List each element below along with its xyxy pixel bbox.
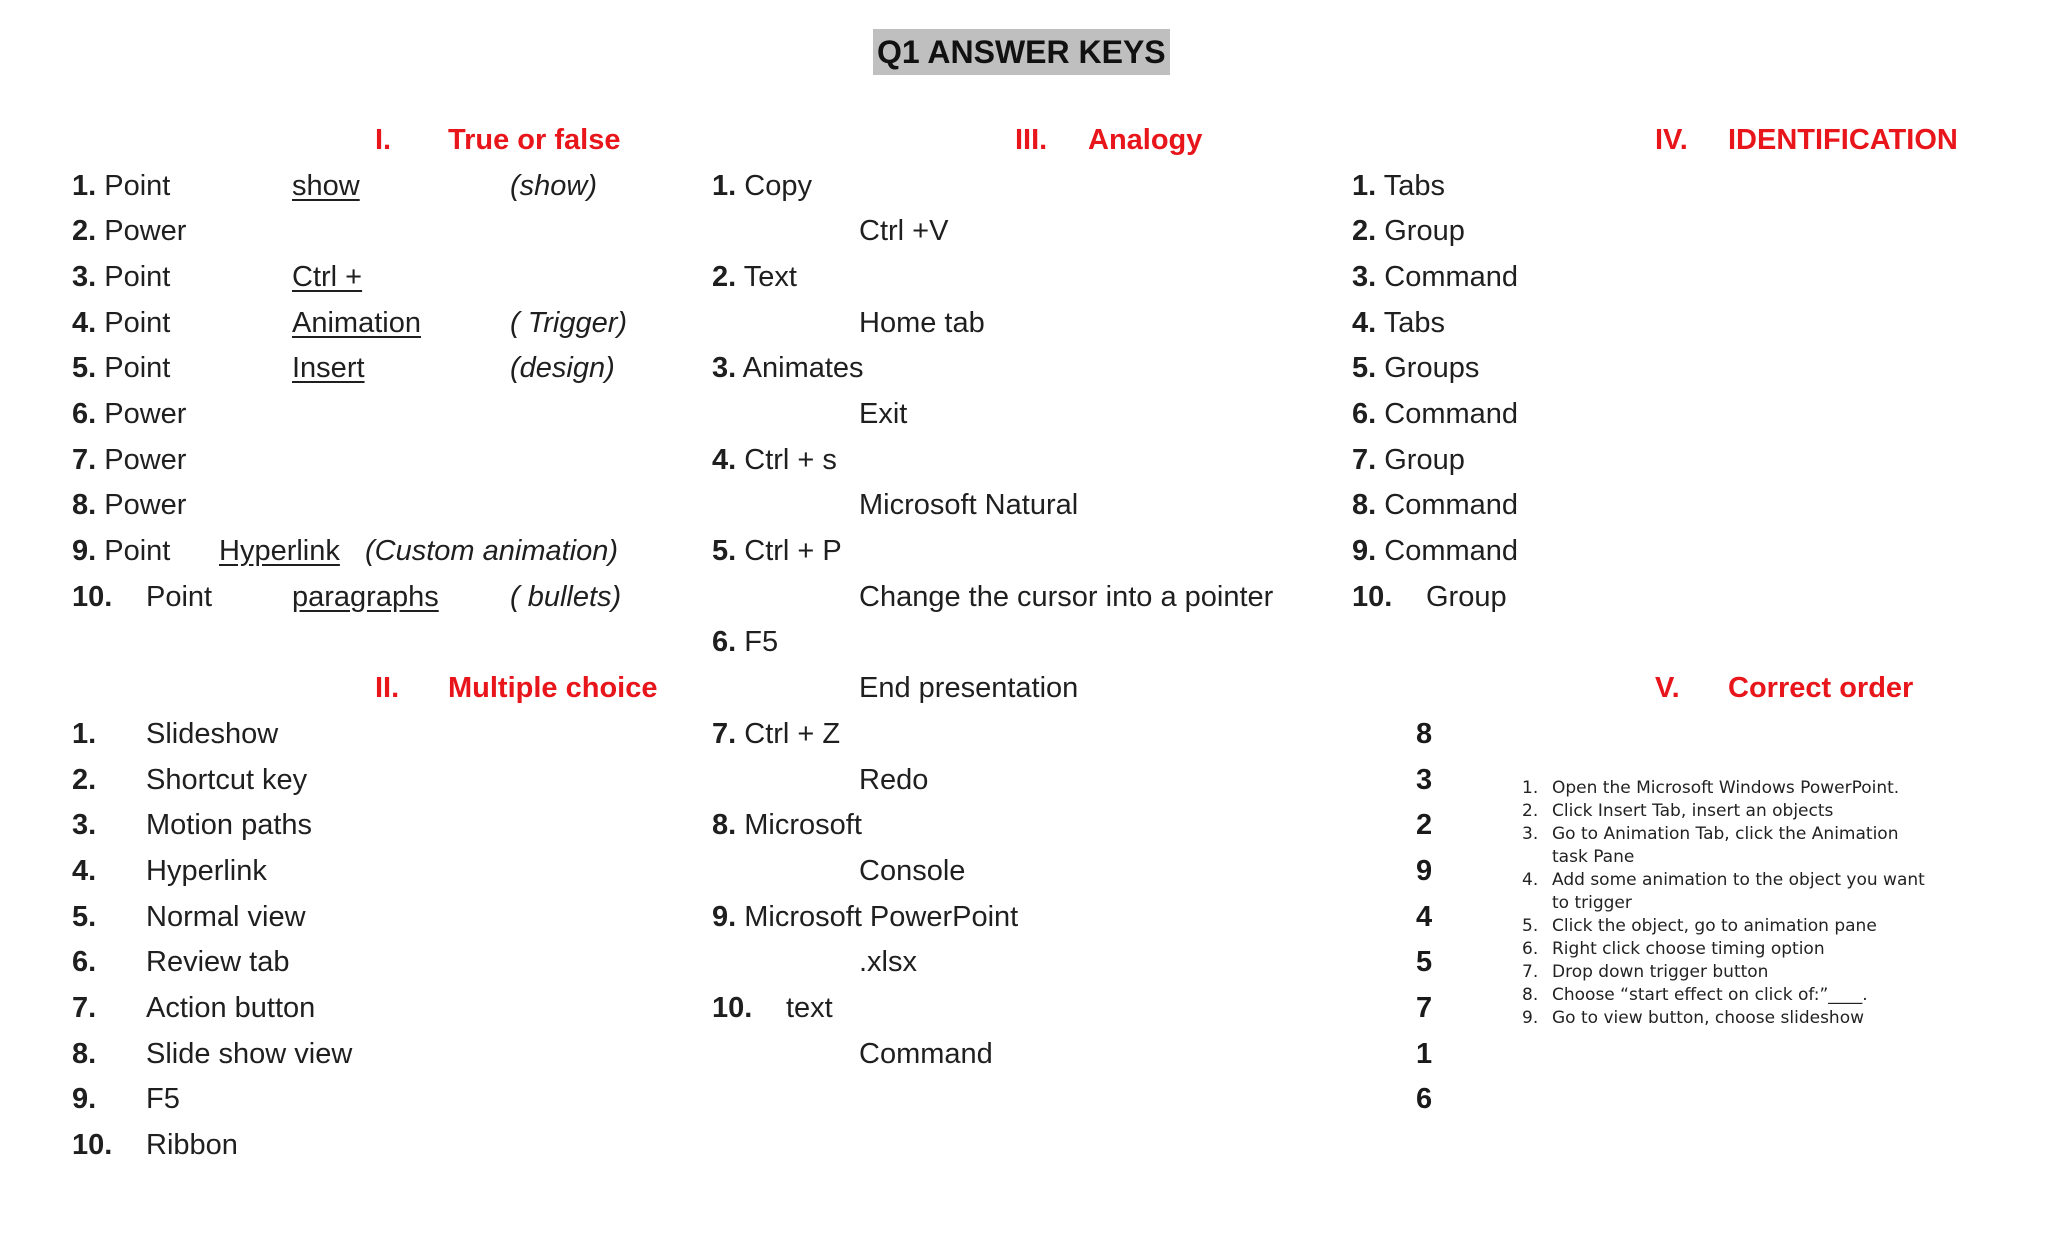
identification-number: 10.: [1352, 581, 1393, 613]
identification-text: Group: [1426, 581, 1507, 613]
analogy-answer: Redo: [859, 764, 929, 796]
tf-row-number: 10.: [72, 581, 113, 613]
section1-heading: True or false: [448, 124, 621, 156]
tf-answer: Hyperlink: [219, 535, 340, 567]
section2-heading: Multiple choice: [448, 672, 658, 704]
step-item: 6. Right click choose timing option: [1522, 939, 1825, 959]
mc-number: 8.: [72, 1038, 97, 1070]
tf-row: 6. Power: [72, 398, 187, 430]
order-answer: 8: [1416, 718, 1433, 750]
mc-number: 3.: [72, 809, 97, 841]
mc-number: 6.: [72, 946, 97, 978]
analogy-item-text: text: [786, 992, 833, 1024]
analogy-answer: End presentation: [859, 672, 1079, 704]
step-item: 8. Choose “start effect on click of:”____.: [1522, 985, 1868, 1005]
analogy-item: 5. Ctrl + P: [712, 535, 842, 567]
order-answer: 6: [1416, 1083, 1433, 1115]
analogy-item: 1. Copy: [712, 170, 812, 202]
analogy-item: 3. Animates: [712, 352, 864, 384]
tf-row: 9. Point: [72, 535, 171, 567]
order-answer: 9: [1416, 855, 1433, 887]
analogy-item: 9. Microsoft PowerPoint: [712, 901, 1019, 933]
mc-answer: Hyperlink: [146, 855, 267, 887]
tf-note: ( Trigger): [510, 307, 628, 339]
order-answer: 2: [1416, 809, 1433, 841]
section2-roman: II.: [375, 672, 400, 704]
analogy-answer: Home tab: [859, 307, 985, 339]
tf-answer: Animation: [292, 307, 421, 339]
mc-number: 4.: [72, 855, 97, 887]
identification-item: 9. Command: [1352, 535, 1519, 567]
step-item: 2. Click Insert Tab, insert an objects: [1522, 801, 1834, 821]
mc-answer: Shortcut key: [146, 764, 308, 796]
identification-item: 4. Tabs: [1352, 307, 1445, 339]
analogy-item: 7. Ctrl + Z: [712, 718, 841, 750]
tf-note: (Custom animation): [365, 535, 619, 567]
tf-row: 1. Point: [72, 170, 171, 202]
analogy-item: 4. Ctrl + s: [712, 444, 837, 476]
mc-answer: Ribbon: [146, 1129, 238, 1161]
mc-answer: Slide show view: [146, 1038, 353, 1070]
analogy-answer: Ctrl +V: [859, 215, 949, 247]
step-item: 7. Drop down trigger button: [1522, 962, 1769, 982]
mc-answer: Slideshow: [146, 718, 279, 750]
analogy-answer: .xlsx: [859, 946, 917, 978]
tf-row: 3. Point: [72, 261, 171, 293]
mc-number: 10.: [72, 1129, 113, 1161]
analogy-answer: Microsoft Natural: [859, 489, 1079, 521]
analogy-item: 8. Microsoft: [712, 809, 862, 841]
identification-item: 8. Command: [1352, 489, 1519, 521]
identification-item: 7. Group: [1352, 444, 1465, 476]
mc-number: 5.: [72, 901, 97, 933]
analogy-answer: Console: [859, 855, 966, 887]
mc-answer: F5: [146, 1083, 180, 1115]
tf-note: (design): [510, 352, 615, 384]
order-answer: 4: [1416, 901, 1433, 933]
mc-number: 2.: [72, 764, 97, 796]
section5-heading: Correct order: [1728, 672, 1914, 704]
identification-item: 2. Group: [1352, 215, 1465, 247]
tf-answer: Ctrl +: [292, 261, 363, 293]
analogy-answer: Exit: [859, 398, 908, 430]
mc-number: 9.: [72, 1083, 97, 1115]
tf-row-text: Point: [146, 581, 213, 613]
section4-roman: IV.: [1655, 124, 1688, 156]
section3-roman: III.: [1015, 124, 1048, 156]
identification-item: 6. Command: [1352, 398, 1519, 430]
tf-answer: paragraphs: [292, 581, 439, 613]
step-item: 1. Open the Microsoft Windows PowerPoint.: [1522, 778, 1900, 798]
tf-answer: Insert: [292, 352, 365, 384]
order-answer: 5: [1416, 946, 1433, 978]
mc-number: 1.: [72, 718, 97, 750]
order-answer: 7: [1416, 992, 1433, 1024]
tf-row: 8. Power: [72, 489, 187, 521]
analogy-number: 10.: [712, 992, 753, 1024]
mc-answer: Normal view: [146, 901, 306, 933]
order-answer: 3: [1416, 764, 1433, 796]
tf-row: 7. Power: [72, 444, 187, 476]
mc-number: 7.: [72, 992, 97, 1024]
tf-row: 5. Point: [72, 352, 171, 384]
identification-item: 1. Tabs: [1352, 170, 1445, 202]
mc-answer: Motion paths: [146, 809, 313, 841]
analogy-item: 6. F5: [712, 626, 779, 658]
steps-list: [1516, 777, 1936, 1030]
mc-answer: Action button: [146, 992, 316, 1024]
step-item: 5. Click the object, go to animation pane: [1522, 916, 1877, 936]
tf-row: 2. Power: [72, 215, 187, 247]
identification-item: 5. Groups: [1352, 352, 1480, 384]
section5-roman: V.: [1655, 672, 1680, 704]
identification-item: 3. Command: [1352, 261, 1519, 293]
analogy-answer: Command: [859, 1038, 993, 1070]
tf-answer: show: [292, 170, 360, 202]
analogy-answer: Change the cursor into a pointer: [859, 581, 1274, 613]
analogy-item: 2. Text: [712, 261, 797, 293]
tf-row: 4. Point: [72, 307, 171, 339]
tf-note: (show): [510, 170, 598, 202]
section4-heading: IDENTIFICATION: [1728, 124, 1958, 156]
order-answer: 1: [1416, 1038, 1433, 1070]
step-item: 9. Go to view button, choose slideshow: [1522, 1008, 1865, 1028]
page-title: Q1 ANSWER KEYS: [873, 29, 1170, 75]
step-item: 3. Go to Animation Tab, click the Animation task Pane: [1522, 824, 1899, 867]
tf-note: ( bullets): [510, 581, 622, 613]
section3-heading: Analogy: [1088, 124, 1203, 156]
step-item: 4. Add some animation to the object you want to trigger: [1522, 870, 1925, 913]
mc-answer: Review tab: [146, 946, 290, 978]
section1-roman: I.: [375, 124, 392, 156]
